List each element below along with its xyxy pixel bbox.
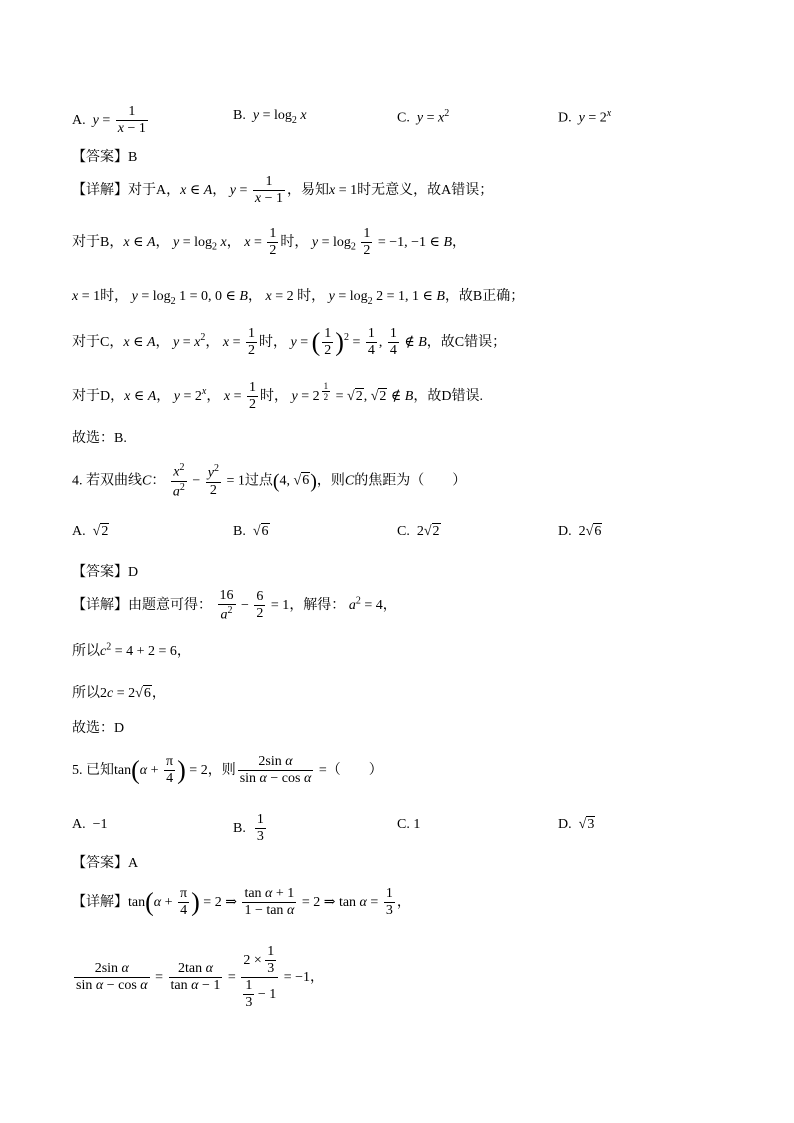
q4-option-c: C. 2√2 bbox=[397, 524, 440, 539]
q5-option-c: C. 1 bbox=[397, 817, 421, 832]
q3-option-c: C. $y = x^2$ bbox=[397, 108, 450, 126]
q4-answer: 【答案】D bbox=[72, 565, 139, 580]
q5-option-d: D. √3 bbox=[558, 817, 595, 832]
q3-detail-line-2: 对于B，x ∈ A， $y = \log_2 x$， x = $\frac{1}{2}$ 时， $y = \log_2$ $\frac{1}{2}$ = −1, −1 ∈ B， bbox=[72, 226, 466, 259]
q3-option-b: B. $y = \log_2 x$ bbox=[233, 108, 307, 126]
q3-detail-line-3: x = 1时， $y = \log_2 1 = 0$, 0 ∈ B， x = 2 时， $y = \log_2 2 = 1$, 1 ∈ B，故B正确； bbox=[72, 289, 525, 307]
q5-question: 5. 已知tan(α + $\frac{\pi}{4}$ ) = 2，则 $\frac{\text{2sin α}}{\text{sin α − cos α}}$ =（ ） bbox=[72, 754, 383, 787]
q4-options bbox=[72, 524, 772, 554]
q4-question: 4. 若双曲线C： $\frac{x^2}{a^2}$ − $\frac{y^2}{2}$ = 1过点(4, √6)，则C的焦距为（ ） bbox=[72, 462, 467, 500]
q4-detail-line-3: 所以2c = 2√6， bbox=[72, 686, 166, 701]
q4-option-a: A. √2 bbox=[72, 524, 109, 539]
q3-choose: 故选：B. bbox=[72, 431, 127, 446]
q3-detail-line-1: 【详解】对于A，x ∈ A， y = $\frac{1}{x - 1}$ ，易知x = 1时无意义，故A错误； bbox=[72, 174, 494, 207]
q3-option-a: A. y = $\frac{1}{x - 1}$ bbox=[72, 104, 146, 137]
q5-options bbox=[72, 812, 772, 845]
q5-detail-line-2: $\frac{\text{2sin α}}{\text{sin α − cos α}}$ = $\frac{\text{2tan α}}{\text{tan α − 1}}$ = 2 × $\frac{1}{3}$ $\frac{1}{3}$ − 1 = −1， bbox=[76, 944, 325, 1011]
q5-option-b: B. $\frac{1}{3}$ bbox=[233, 812, 264, 845]
q3-option-d: D. $y = 2^x$ bbox=[558, 108, 612, 126]
q4-detail-line-2: 所以$c^2 = 4 + 2 = 6$， bbox=[72, 641, 191, 659]
q5-answer: 【答案】A bbox=[72, 856, 139, 871]
q4-option-d: D. 2√6 bbox=[558, 524, 602, 539]
q5-option-a: A. −1 bbox=[72, 817, 108, 832]
q3-answer: 【答案】B bbox=[72, 150, 138, 165]
q5-detail-line-1: 【详解】tan(α + $\frac{\pi}{4}$ ) = 2 ⇒ $\frac{\text{tan α + 1}}{\text{1 − tan α}}$ = 2 ⇒ tan α = $\frac{1}{3}$ ， bbox=[72, 886, 411, 919]
q3-detail-line-4: 对于C，x ∈ A， $y = x^2$， x = $\frac{1}{2}$ 时， y = ( $\frac{1}{2}$ )$^2$ = $\frac{1}{4}$ , $\frac{1}{4}$ ∉ B，故C错误； bbox=[72, 326, 507, 359]
q3-options bbox=[72, 104, 772, 137]
q4-option-b: B. √6 bbox=[233, 524, 269, 539]
q3-detail-line-5: 对于D，x ∈ A， $y = 2^x$， x = $\frac{1}{2}$ 时， y = 2 $^{\frac{1}{2}}$ = √2, √2 ∉ B，故D错误. bbox=[72, 380, 483, 413]
q4-detail-line-1: 【详解】由题意可得： $\frac{16}{a^2}$ − $\frac{6}{2}$ = 1，解得： $a^2 = 4$， bbox=[72, 588, 397, 623]
q4-choose: 故选：D bbox=[72, 721, 125, 736]
